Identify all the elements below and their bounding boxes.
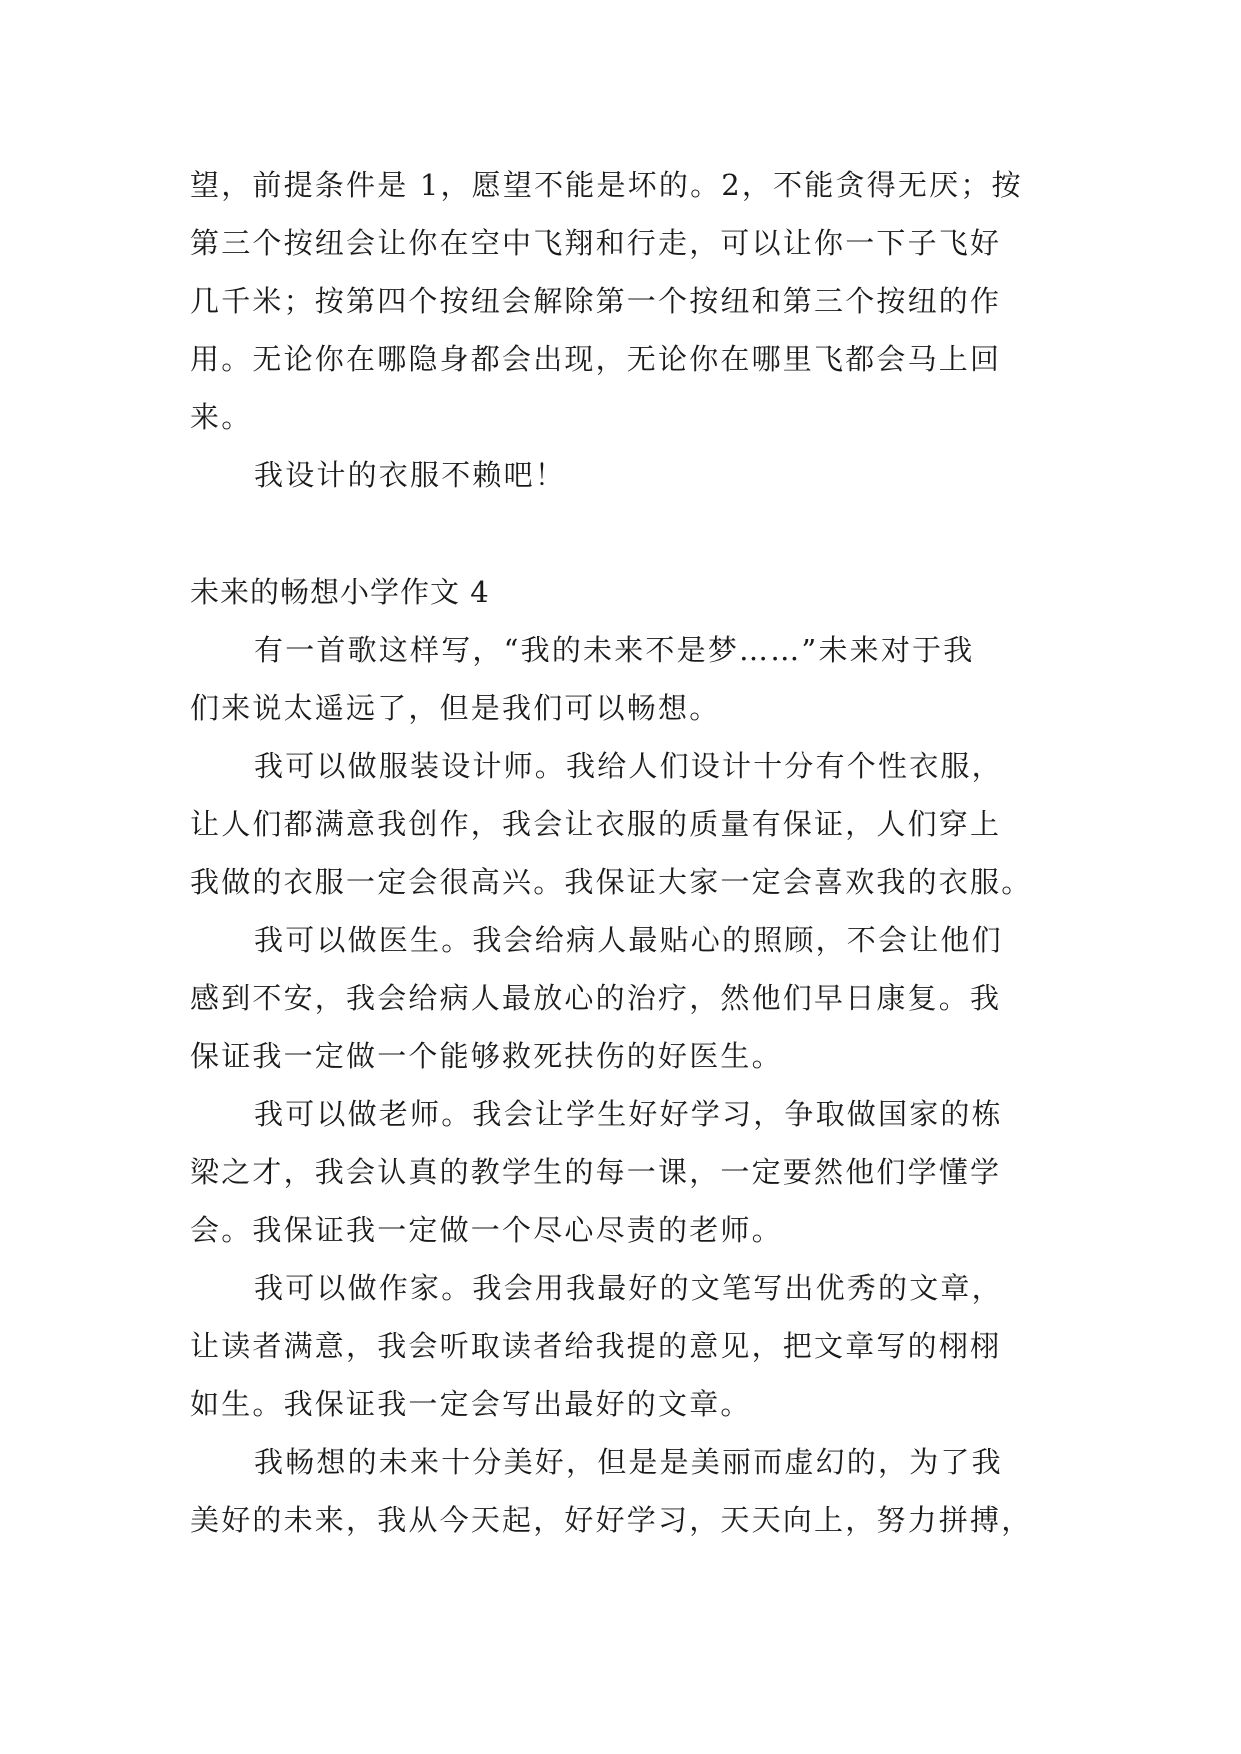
text-line: 第三个按纽会让你在空中飞翔和行走，可以让你一下子飞好 [190,226,1002,260]
text-line: 让人们都满意我创作，我会让衣服的质量有保证，人们穿上 [190,807,1002,841]
paragraph-line: 我可以做服装设计师。我给人们设计十分有个性衣服， [254,749,1003,783]
text-line: 感到不安，我会给病人最放心的治疗，然他们早日康复。我 [190,981,1002,1015]
text-line: 用。无论你在哪隐身都会出现，无论你在哪里飞都会马上回 [190,342,1002,376]
paragraph-line: 我畅想的未来十分美好，但是是美丽而虚幻的，为了我 [254,1445,1003,1479]
text-line: 会。我保证我一定做一个尽心尽责的老师。 [190,1213,783,1247]
text-line: 如生。我保证我一定会写出最好的文章。 [190,1387,752,1421]
section-heading: 未来的畅想小学作文 4 [190,575,490,609]
text-line: 几千米；按第四个按纽会解除第一个按纽和第三个按纽的作 [190,284,1002,318]
paragraph-line: 我可以做老师。我会让学生好好学习，争取做国家的栋 [254,1097,1003,1131]
paragraph-line: 我设计的衣服不赖吧！ [254,458,567,492]
text-line: 美好的未来，我从今天起，好好学习，天天向上，努力拼搏， [190,1503,1033,1537]
text-line: 来。 [190,400,253,434]
text-line: 保证我一定做一个能够救死扶伤的好医生。 [190,1039,783,1073]
paragraph-line: 我可以做医生。我会给病人最贴心的照顾，不会让他们 [254,923,1003,957]
text-line: 们来说太遥远了，但是我们可以畅想。 [190,691,721,725]
text-line: 梁之才，我会认真的教学生的每一课，一定要然他们学懂学 [190,1155,1002,1189]
text-line: 望，前提条件是 1，愿望不能是坏的。2，不能贪得无厌；按 [190,168,1023,202]
paragraph-line: 我可以做作家。我会用我最好的文笔写出优秀的文章， [254,1271,1003,1305]
text-line: 我做的衣服一定会很高兴。我保证大家一定会喜欢我的衣服。 [190,865,1033,899]
text-line: 让读者满意，我会听取读者给我提的意见，把文章写的栩栩 [190,1329,1002,1363]
paragraph-line: 有一首歌这样写，“我的未来不是梦……”未来对于我 [254,633,975,667]
